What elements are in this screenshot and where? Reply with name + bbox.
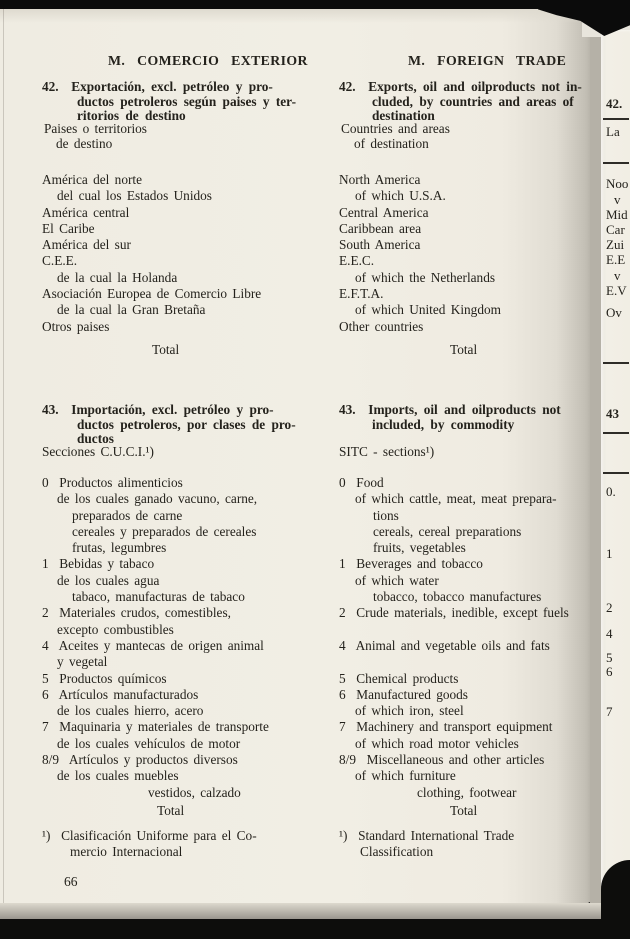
rule bbox=[603, 118, 629, 120]
text-line: tobacco, tobacco manufactures bbox=[373, 589, 542, 605]
section-42-list-en bbox=[339, 172, 594, 335]
section-42-total-en: Total bbox=[450, 342, 478, 357]
text-line: E.E bbox=[606, 252, 626, 267]
text-line: América central bbox=[42, 204, 130, 220]
section-42-subtitle-en bbox=[341, 121, 591, 151]
text-line: Otros paises bbox=[42, 318, 110, 334]
text-line: Caribbean area bbox=[339, 220, 422, 236]
text-line: 2 Crude materials, inedible, except fuels bbox=[339, 605, 569, 621]
text-line: 1 bbox=[606, 546, 613, 561]
text-line: 7 Machinery and transport equipment bbox=[339, 719, 553, 735]
text-line: of which the Netherlands bbox=[355, 269, 496, 285]
text-line: 43 bbox=[606, 406, 619, 421]
text-line: of which United Kingdom bbox=[355, 302, 501, 318]
rule bbox=[603, 432, 629, 434]
text-line: cluded, by countries and areas of bbox=[372, 93, 574, 109]
text-line: clothing, footwear bbox=[417, 784, 517, 800]
text-line: vestidos, calzado bbox=[148, 784, 241, 800]
section-42-title-es bbox=[42, 80, 342, 124]
text-line: América del sur bbox=[42, 237, 131, 253]
text-line: 8/9 Miscellaneous and other articles bbox=[339, 752, 545, 768]
text-line: 0 Productos alimenticios bbox=[42, 475, 183, 490]
text-line: 2 Materiales crudos, comestibles, bbox=[42, 605, 231, 621]
text-line: La bbox=[606, 124, 620, 139]
text-line: of destination bbox=[354, 136, 429, 151]
text-line: 7 Maquinaria y materiales de transporte bbox=[42, 719, 269, 735]
text-line: C.E.E. bbox=[42, 253, 78, 269]
text-line bbox=[339, 622, 599, 638]
text-line: 43. Importación, excl. petróleo y pro- bbox=[42, 402, 274, 417]
text-line: 42. Exports, oil and oilproducts not in- bbox=[339, 79, 582, 94]
text-line: 43. Imports, oil and oilproducts not bbox=[339, 402, 561, 417]
footnote-en bbox=[339, 828, 589, 859]
text-line: de los cuales muebles bbox=[57, 768, 179, 784]
text-line: de la cual la Gran Bretaña bbox=[57, 302, 206, 318]
text-line: 5 bbox=[606, 650, 613, 665]
text-line: 4 Animal and vegetable oils and fats bbox=[339, 637, 550, 653]
text-line: Noo bbox=[606, 176, 629, 191]
section-43-subtitle-en: SITC - sections¹) bbox=[339, 444, 435, 459]
text-line: del cual los Estados Unidos bbox=[57, 188, 212, 204]
section-43-title-es bbox=[42, 403, 342, 447]
text-line: cereales y preparados de cereales bbox=[72, 523, 257, 539]
text-line: of which road motor vehicles bbox=[355, 735, 519, 751]
adjacent-page-edge bbox=[601, 30, 630, 886]
section-43-total-en: Total bbox=[450, 803, 478, 818]
text-line: y vegetal bbox=[57, 654, 108, 670]
text-line: 5 Productos químicos bbox=[42, 670, 167, 686]
text-line: de la cual la Holanda bbox=[57, 269, 178, 285]
section-43-subtitle-es: Secciones C.U.C.I.¹) bbox=[42, 444, 154, 459]
text-line: 1 Bebidas y tabaco bbox=[42, 556, 155, 572]
text-line: excepto combustibles bbox=[57, 621, 174, 637]
text-line: 6 Manufactured goods bbox=[339, 686, 468, 702]
text-line: 4 bbox=[606, 626, 613, 641]
text-line: destination bbox=[372, 108, 435, 124]
rule bbox=[603, 162, 629, 164]
text-line: ductos petroleros, por clases de pro- bbox=[77, 416, 296, 432]
text-line: ritorios de destino bbox=[77, 108, 186, 124]
text-line: ductos bbox=[77, 431, 114, 447]
text-line: frutas, legumbres bbox=[72, 540, 167, 556]
text-line: 0. bbox=[606, 484, 616, 499]
section-42-list-es bbox=[42, 172, 347, 335]
text-line: ¹) Standard International Trade bbox=[339, 828, 515, 843]
text-line: included, by commodity bbox=[372, 416, 515, 432]
text-line: fruits, vegetables bbox=[373, 540, 466, 556]
text-line: preparados de carne bbox=[72, 507, 183, 523]
scan-top-border bbox=[0, 0, 630, 9]
section-43-list-es bbox=[42, 475, 352, 801]
text-line: 0 Food bbox=[339, 475, 384, 490]
text-line: E.F.T.A. bbox=[339, 286, 384, 302]
text-line: ductos petroleros según paises y ter- bbox=[77, 93, 296, 109]
sheet-under-edge bbox=[0, 903, 608, 920]
text-line: v bbox=[614, 192, 621, 207]
text-line: Paises o territorios bbox=[44, 121, 147, 136]
text-line: tabaco, manufacturas de tabaco bbox=[72, 589, 245, 605]
text-line: de los cuales ganado vacuno, carne, bbox=[57, 491, 258, 507]
section-43-list-en bbox=[339, 475, 599, 801]
text-line: 7 bbox=[606, 704, 613, 719]
scan-corner-shadow bbox=[601, 860, 630, 939]
text-line: Ov bbox=[606, 305, 622, 320]
text-line: mercio Internacional bbox=[70, 843, 183, 859]
text-line: of which water bbox=[355, 572, 439, 588]
scan-bottom-border bbox=[0, 919, 630, 939]
right-column-header: M. FOREIGN TRADE bbox=[408, 53, 567, 68]
page-number: 66 bbox=[64, 874, 78, 889]
text-line: 6 bbox=[606, 664, 613, 679]
text-line: South America bbox=[339, 237, 421, 253]
text-line: de los cuales vehículos de motor bbox=[57, 735, 241, 751]
text-line: Car bbox=[606, 222, 625, 237]
text-line: of which U.S.A. bbox=[355, 188, 446, 204]
text-line: Asociación Europea de Comercio Libre bbox=[42, 286, 262, 302]
text-line: 2 bbox=[606, 600, 613, 615]
text-line: 1 Beverages and tobacco bbox=[339, 556, 483, 572]
text-line: of which iron, steel bbox=[355, 703, 464, 719]
text-line: 5 Chemical products bbox=[339, 670, 459, 686]
left-page-crease bbox=[3, 9, 4, 905]
text-line: de los cuales hierro, acero bbox=[57, 703, 204, 719]
text-line: Central America bbox=[339, 204, 429, 220]
text-line: de los cuales agua bbox=[57, 572, 160, 588]
text-line: 42. bbox=[606, 96, 623, 111]
text-line: Countries and areas bbox=[341, 121, 450, 136]
section-42-total-es: Total bbox=[152, 342, 180, 357]
text-line: v bbox=[614, 268, 621, 283]
section-43-total-es: Total bbox=[157, 803, 185, 818]
text-line: North America bbox=[339, 172, 421, 187]
text-line: E.V bbox=[606, 283, 627, 298]
left-column-header: M. COMERCIO EXTERIOR bbox=[108, 53, 308, 68]
text-line: of which cattle, meat, meat prepara- bbox=[355, 491, 557, 507]
text-line: 6 Artículos manufacturados bbox=[42, 686, 199, 702]
text-line: Other countries bbox=[339, 318, 424, 334]
text-line: Mid bbox=[606, 207, 628, 222]
text-line: Classification bbox=[360, 843, 434, 859]
section-42-subtitle-es bbox=[44, 121, 344, 151]
text-line: de destino bbox=[56, 136, 113, 151]
text-line: ¹) Clasificación Uniforme para el Co- bbox=[42, 828, 257, 843]
text-line: América del norte bbox=[42, 172, 142, 187]
text-line: of which furniture bbox=[355, 768, 456, 784]
rule bbox=[603, 362, 629, 364]
text-line: El Caribe bbox=[42, 220, 95, 236]
text-line: 8/9 Artículos y productos diversos bbox=[42, 752, 238, 768]
text-line: 42. Exportación, excl. petróleo y pro- bbox=[42, 79, 273, 94]
text-line: E.E.C. bbox=[339, 253, 375, 269]
text-line: 4 Aceites y mantecas de origen animal bbox=[42, 637, 264, 653]
text-line: Zui bbox=[606, 237, 625, 252]
section-43-title-en bbox=[339, 403, 589, 432]
section-42-title-en bbox=[339, 80, 589, 124]
text-line: cereals, cereal preparations bbox=[373, 523, 522, 539]
text-line: tions bbox=[373, 507, 399, 523]
rule bbox=[603, 472, 629, 474]
footnote-es bbox=[42, 828, 342, 859]
text-line bbox=[339, 654, 599, 670]
